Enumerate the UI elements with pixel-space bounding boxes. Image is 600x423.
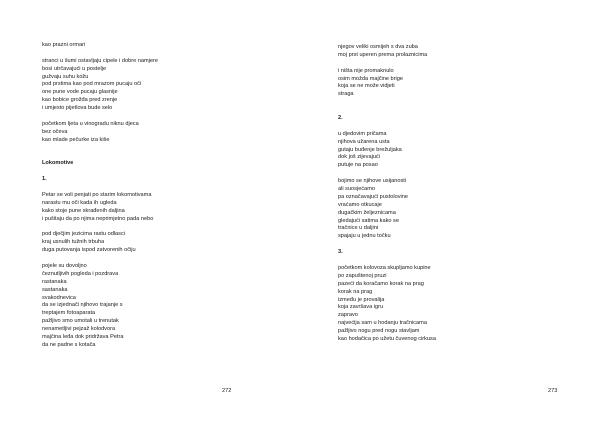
- poem-line: narastu mu oči kada ih ugleda: [42, 199, 117, 206]
- poem-line: sastanaka: [42, 286, 68, 293]
- poem-line: koja završava igru: [338, 304, 384, 311]
- stanza-gap: [42, 255, 158, 263]
- poem-line: gužvaju suhu kožu: [42, 73, 89, 80]
- poem-line: ali suosjećamo: [338, 186, 375, 193]
- poem-line: pažljivo smo umotali u trenutak: [42, 318, 119, 325]
- poem-line: bojimo se njihove usijanosti: [338, 178, 407, 185]
- poem-line: duga putovanja ispod zatvorenih očiju: [42, 247, 136, 254]
- poem-line: gledajući satima kako se: [338, 217, 399, 224]
- poem-line: zapravo: [338, 312, 358, 319]
- poem-line: da ne padne s kotača: [42, 341, 96, 348]
- poem-line: u djedovim pričama: [338, 130, 387, 137]
- right-page: [300, 0, 600, 423]
- poem-line: između je provalija: [338, 296, 385, 303]
- stanza-gap: [338, 60, 436, 68]
- poem-line: pod dječjim jezicima rastu odlasci: [42, 231, 126, 238]
- poem-line: bosi utrčavajući u postelje: [42, 65, 107, 72]
- left-page-text: [42, 42, 158, 350]
- poem-line: straga: [338, 91, 354, 98]
- poem-line: one pune vode pucaju glasnije: [42, 89, 118, 96]
- poem-line: kako stoje pune skrađenih daljina: [42, 207, 125, 214]
- poem-line: njihova užarena usta: [338, 138, 390, 145]
- poem-line: i umjesto pijetlova bude selo: [42, 105, 113, 112]
- stanza-gap: [338, 241, 436, 249]
- poem-line: njegov veliki osmijeh s dva zuba: [338, 44, 418, 50]
- poem-line: kao hodačica po užetu čuvenog cirkusa: [338, 335, 436, 342]
- poem-line: čeznutljivih pogleda i pozdrava: [42, 270, 119, 277]
- poem-line: pod prstima kao pod mrazom pucaju oči: [42, 81, 142, 88]
- poem-line: kao prazni ormari: [42, 42, 86, 48]
- stanza-gap: [42, 152, 158, 160]
- poem-line: da se izjednači njihovo trajanje s: [42, 302, 123, 309]
- poem-line: dugačkim željeznicama: [338, 209, 396, 216]
- poem-line: spajaju u jednu točku: [338, 233, 391, 240]
- poem-line: moj prst uperen prema prolaznicima: [338, 51, 428, 58]
- poem-line: kao mlade pečurke iza kiše: [42, 136, 110, 143]
- stanza-gap: [338, 170, 436, 178]
- stanza-gap: [42, 113, 158, 121]
- section-heading: Lokomotive: [42, 160, 74, 167]
- poem-line: po zapuštenoj pruzi: [338, 272, 387, 279]
- stanza-gap: [42, 223, 158, 231]
- poem-line: rastanaka: [42, 278, 67, 285]
- stanza-gap: [338, 99, 436, 107]
- poem-line: Petar se voli penjati po starim lokomotivama: [42, 191, 152, 198]
- poem-line: treptajem fotoaparata: [42, 310, 96, 317]
- stanza-gap: [42, 168, 158, 176]
- poem-line: gutaju buđenje brežuljaka: [338, 146, 402, 153]
- poem-line: majčina leđa dok pridržava Petra: [42, 333, 124, 340]
- poem-line: pojele su dovoljno: [42, 262, 87, 269]
- poem-line: pazeći da koračamo korak na prag: [338, 280, 424, 287]
- poem-line: i ništa nije promaknulo: [338, 67, 394, 74]
- page-number-left: 272: [222, 388, 232, 394]
- poem-line: bez očeva: [42, 128, 68, 135]
- poem-line: tračnice u daljini: [338, 225, 379, 232]
- section-heading: 3.: [338, 249, 343, 256]
- poem-line: svakodnevica: [42, 294, 76, 301]
- stanza-gap: [42, 184, 158, 192]
- section-heading: 2.: [338, 115, 343, 122]
- poem-line: najvećija sam u hodanju tračnicama: [338, 320, 427, 327]
- poem-line: kraj usnulih tužnih trbuha: [42, 239, 105, 246]
- stanza-gap: [338, 107, 436, 115]
- poem-line: nenametljivi pejzaž kolodvora: [42, 326, 116, 333]
- poem-line: pažljivo nogu pred nogu stavljam: [338, 328, 420, 335]
- page-number-right: 273: [548, 388, 558, 394]
- right-page-text: [338, 44, 436, 344]
- poem-line: stranci u šumi ostavljaju cipele i dobre namjere: [42, 57, 158, 64]
- stanza-gap: [338, 257, 436, 265]
- poem-line: koja se ne može vidjeti: [338, 83, 395, 90]
- stanza-gap: [338, 123, 436, 131]
- poem-line: kao bobice grožđa pred zrenje: [42, 97, 118, 104]
- stanza-gap: [42, 50, 158, 58]
- stanza-gap: [42, 145, 158, 153]
- poem-line: osim možda majčine brige: [338, 75, 403, 82]
- poem-line: korak na prag: [338, 288, 373, 295]
- poem-line: dok još zijevajući: [338, 154, 380, 161]
- poem-line: početkom kolovoza skupljamo kupine: [338, 264, 431, 271]
- poem-line: vraćamo otkucaje: [338, 201, 382, 208]
- poem-line: putuje na posao: [338, 162, 378, 169]
- poem-line: i pušitaju da po njima neprimjetno pada nebo: [42, 215, 154, 222]
- poem-line: pa označavajući pustolovine: [338, 193, 408, 200]
- section-heading: 1.: [42, 176, 47, 183]
- poem-line: početkom ljeta u vinogradu niknu djeca: [42, 120, 139, 127]
